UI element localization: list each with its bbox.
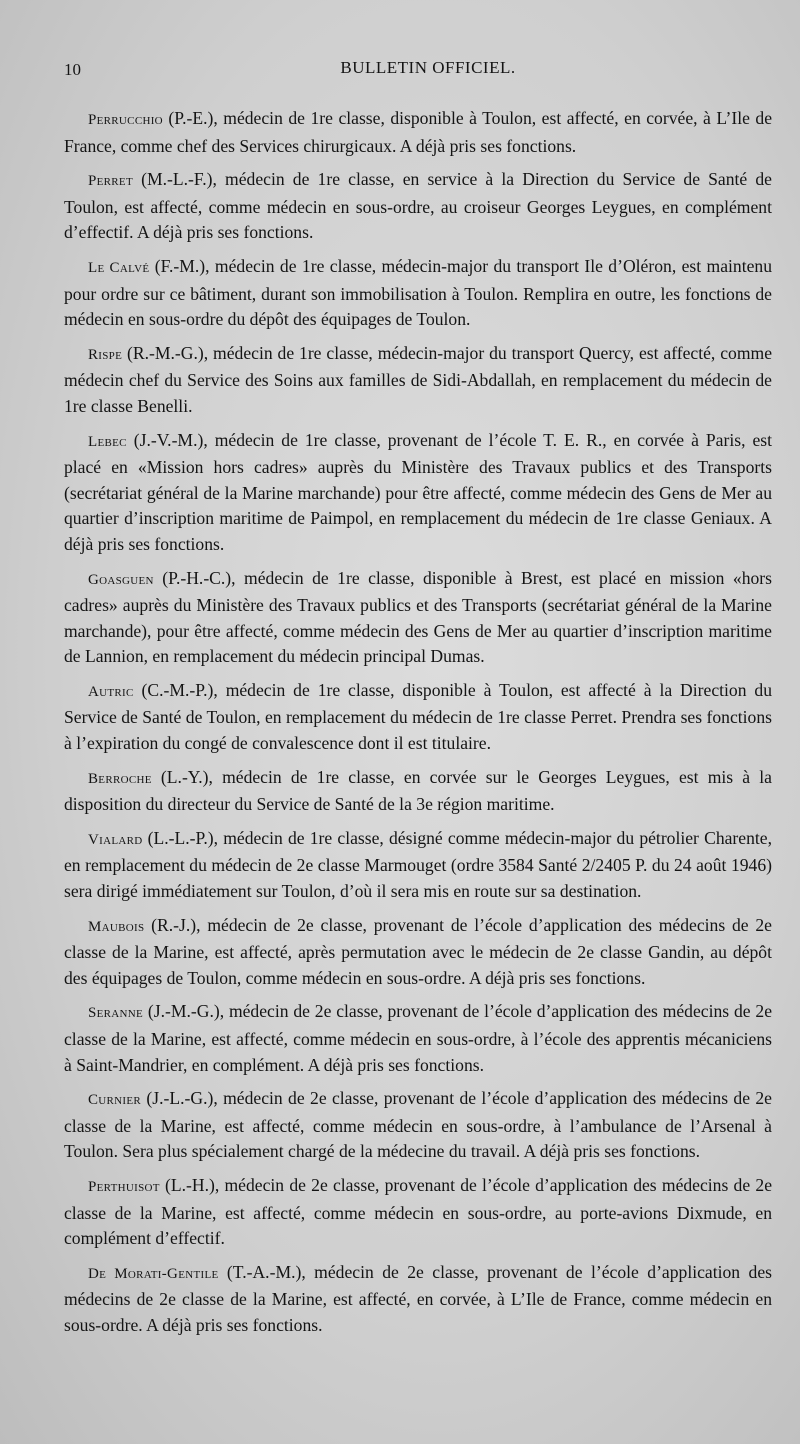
entry-text: (P.-H.-C.), médecin de 1re classe, disponible à Brest, est placé en mission «hors cadres» auprès du Ministère des Travaux publics et des Transports (secrétariat général de la Marine marchande), pour être affecté, comme médecin des Gens de Mer au quartier d’inscription maritime de Lannion, en remplacement du médecin principal Dumas. — [64, 567, 772, 667]
entry-text: (P.-E.), médecin de 1re classe, disponible à Toulon, est affecté, en corvée, à L’Ile de France, comme chef des Services chirurgicaux. A déjà pris ses fonctions. — [64, 108, 772, 156]
running-title: BULLETIN OFFICIEL. — [340, 58, 516, 77]
entry-name: Autric — [88, 683, 134, 700]
entry-paragraph — [64, 1260, 772, 1339]
entry-name: Curnier — [88, 1092, 142, 1109]
entry-text: (R.-J.), médecin de 2e classe, provenant de l’école d’application des médecins de 2e classe de la Marine, est affecté, après permutation avec le médecin de 2e classe Gandin, au dépôt des équipages de Toulon, comme médecin en sous-ordre. A déjà pris ses fonctions. — [64, 914, 772, 988]
page-header — [64, 50, 772, 84]
entry-name: Lebec — [88, 433, 127, 450]
entry-paragraph — [64, 1086, 772, 1165]
entry-name: Perthuisot — [88, 1178, 160, 1195]
entry-text: (M.-L.-F.), médecin de 1re classe, en service à la Direction du Service de Santé de Toulon, est affecté, comme médecin en sous-ordre, au croiseur Georges Leygues, en complément d’effectif. A déjà pris ses fonctions. — [64, 169, 772, 243]
entry-text: (L.-L.-P.), médecin de 1re classe, désigné comme médecin-major du pétrolier Charente, en remplacement du médecin de 2e classe Marmouget (ordre 3584 Santé 2/2405 P. du 24 août 1946) sera dirigé immédiatement sur Toulon, d’où il sera mis en route sur sa destination. — [64, 827, 772, 902]
entry-paragraph — [64, 678, 772, 757]
entry-name: Rispe — [88, 346, 123, 363]
entries-list — [64, 106, 772, 1339]
entry-name: Berroche — [88, 770, 152, 787]
entry-paragraph — [64, 1173, 772, 1252]
entry-text: (L.-H.), médecin de 2e classe, provenant de l’école d’application des médecins de 2e classe de la Marine, est affecté, comme médecin en sous-ordre, au porte-avions Dixmude, en complément d’effectif. — [64, 1174, 772, 1249]
entry-name: Vialard — [88, 831, 143, 848]
entry-paragraph — [64, 341, 772, 420]
entry-paragraph — [64, 999, 772, 1078]
entry-text: (J.-V.-M.), médecin de 1re classe, provenant de l’école T. E. R., en corvée à Paris, est placé en «Mission hors cadres» auprès du Ministère des Travaux publics et des Transports (secrétariat général de la Marine marchande) pour être affecté, comme médecin des Gens de Mer au quartier d’inscription maritime de Paimpol, en remplacement du médecin de 1re classe Geniaux. A déjà pris ses fonctions. — [64, 429, 772, 554]
entry-name: Perrucchio — [88, 112, 163, 128]
entry-paragraph — [64, 913, 772, 992]
entry-paragraph — [64, 167, 772, 246]
entry-name: De Morati-Gentile — [88, 1265, 219, 1282]
entry-text: (R.-M.-G.), médecin de 1re classe, médecin-major du transport Quercy, est affecté, comme médecin chef du Service des Soins aux familles de Sidi-Abdallah, en remplacement du médecin de 1re classe Benelli. — [64, 342, 772, 416]
entry-text: (T.-A.-M.), médecin de 2e classe, provenant de l’école d’application des médecins de 2e classe de la Marine, est affecté, en corvée, à L’Ile de France, comme médecin en sous-ordre. A déjà pris ses fonctions. — [64, 1261, 772, 1335]
entry-paragraph — [64, 826, 772, 905]
entry-paragraph — [64, 765, 772, 818]
entry-name: Goasguen — [88, 571, 154, 588]
entry-text: (F.-M.), médecin de 1re classe, médecin-major du transport Ile d’Oléron, est maintenu pour ordre sur ce bâtiment, durant son immobilisation à Toulon. Remplira en outre, les fonctions de médecin en sous-ordre du dépôt des équipages de Toulon. — [64, 255, 773, 330]
entry-text: (J.-M.-G.), médecin de 2e classe, provenant de l’école d’application des médecins de 2e classe de la Marine, est affecté, comme médecin en sous-ordre, à l’école des apprentis mécaniciens à Saint-Mandrier, en complément. A déjà pris ses fonctions. — [64, 1001, 772, 1075]
entry-paragraph — [64, 106, 772, 159]
entry-text: (J.-L.-G.), médecin de 2e classe, provenant de l’école d’application des médecins de 2e classe de la Marine, est affecté, comme médecin en sous-ordre, à l’ambulance de l’Arsenal à Toulon. Sera plus spécialement chargé de la médecine du travail. A déjà pris ses fonctions. — [64, 1088, 772, 1162]
entry-paragraph — [64, 254, 772, 333]
entry-text: (C.-M.-P.), médecin de 1re classe, disponible à Toulon, est affecté à la Direction du Service de Santé de Toulon, en remplacement du médecin de 1re classe Perret. Prendra ses fonctions à l’expiration du congé de convalescence dont il est titulaire. — [64, 679, 772, 754]
entry-text: (L.-Y.), médecin de 1re classe, en corvée sur le Georges Leygues, est mis à la disposition du directeur du Service de Santé de la 3e région maritime. — [64, 766, 772, 815]
page-number: 10 — [64, 60, 81, 79]
entry-name: Perret — [88, 173, 133, 190]
entry-name: Maubois — [88, 918, 145, 935]
entry-paragraph — [64, 566, 772, 670]
entry-paragraph — [64, 428, 772, 558]
entry-name: Seranne — [88, 1005, 144, 1022]
entry-name: Le Calvé — [88, 259, 150, 276]
